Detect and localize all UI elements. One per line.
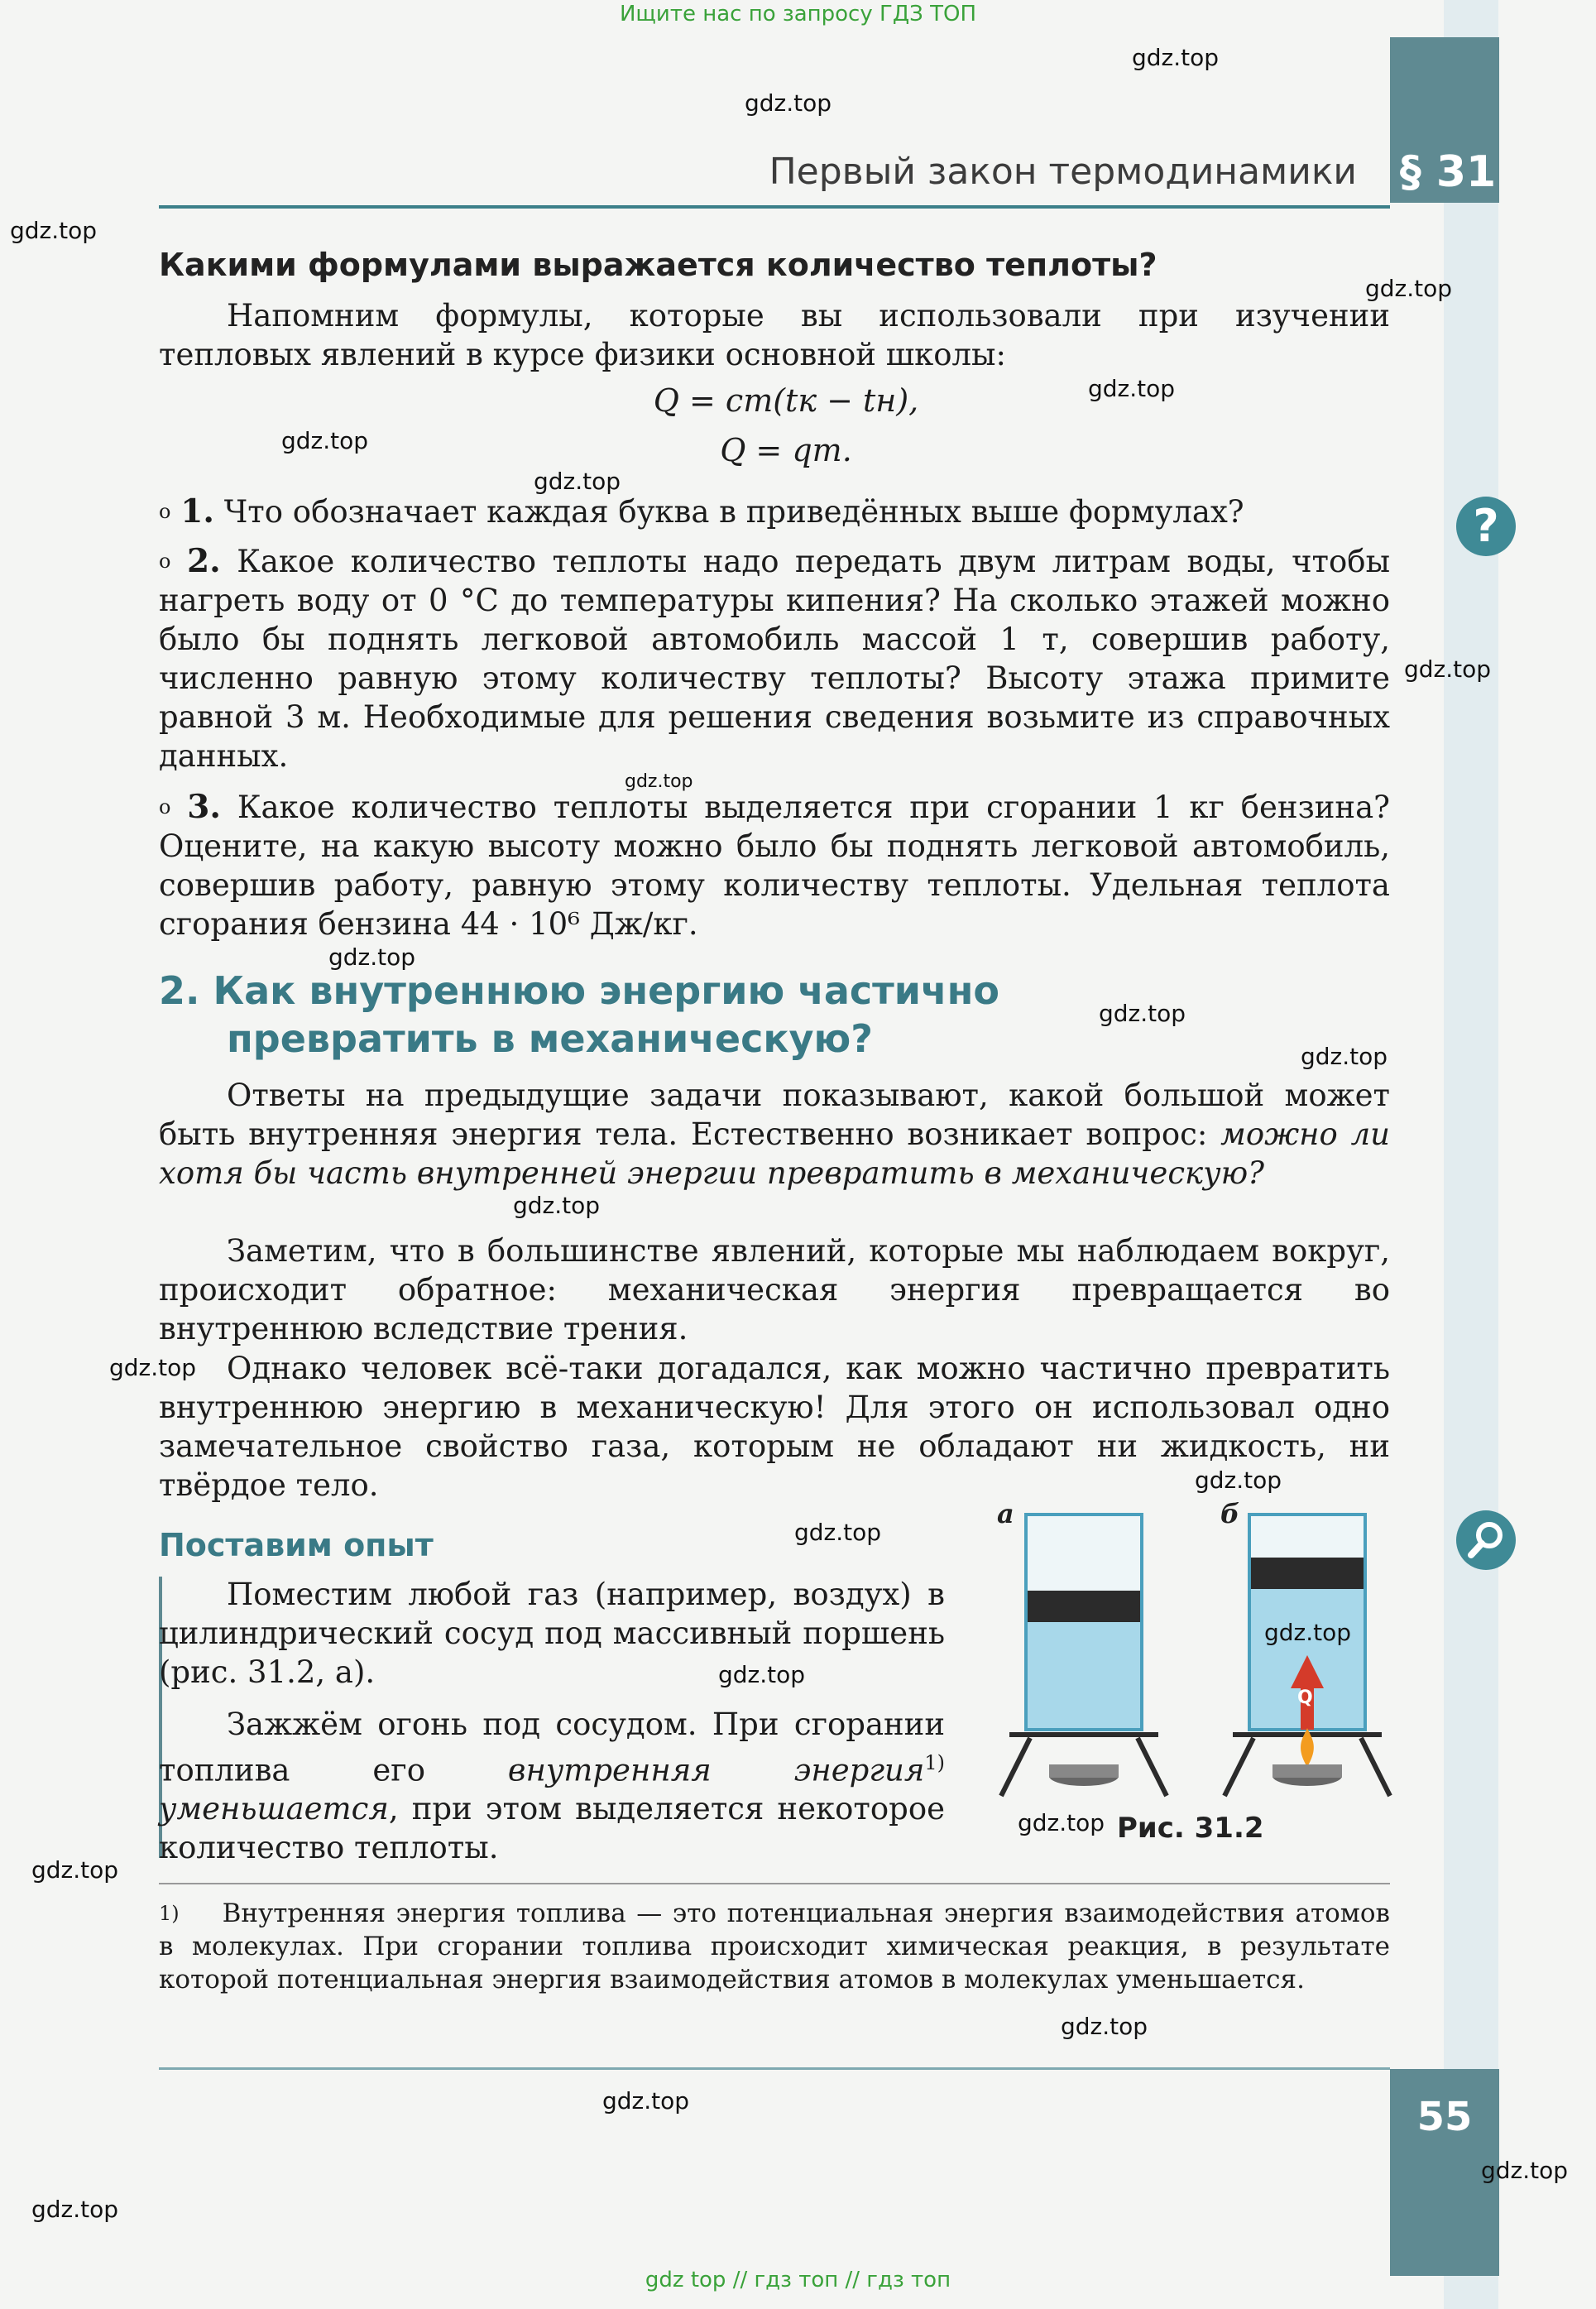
bottom-links[interactable]: gdz top // гдз топ // гдз топ <box>645 2268 951 2292</box>
label-b: б <box>1220 1498 1240 1529</box>
formula-heat-specific: Q = cm(tк − tн), <box>653 382 919 419</box>
stand-a-left <box>1001 1738 1030 1796</box>
footnote-marker: 1) <box>159 1902 180 1925</box>
question-marker: o <box>159 500 171 523</box>
cylinder-b <box>1225 1515 1390 1796</box>
footnote-divider <box>159 1883 1390 1884</box>
experiment-paragraph-2 <box>159 1705 945 1867</box>
watermark: gdz.top <box>1481 2157 1569 2184</box>
watermark: gdz.top <box>1132 44 1220 71</box>
footnote <box>159 1897 1390 1996</box>
watermark: gdz.top <box>31 1856 119 1884</box>
watermark: gdz.top <box>109 1354 197 1381</box>
magnifier-icon[interactable] <box>1456 1510 1516 1570</box>
magnifier-glyph <box>1456 1510 1516 1570</box>
stand-a-right <box>1138 1738 1167 1796</box>
section-number: 2. <box>159 968 200 1013</box>
watermark: gdz.top <box>1099 1000 1186 1027</box>
figure-drawing <box>976 1498 1407 1846</box>
stand-b-left <box>1225 1738 1253 1796</box>
heat-label: Q <box>1297 1687 1313 1708</box>
piston-b <box>1251 1558 1364 1589</box>
watermark: gdz.top <box>10 217 98 244</box>
watermark: gdz.top <box>328 943 416 971</box>
burner-a-body <box>1049 1764 1119 1778</box>
question-marker: o <box>159 795 171 818</box>
watermark: gdz.top <box>602 2087 690 2115</box>
paragraph-1 <box>159 1076 1390 1193</box>
watermark: gdz.top <box>1018 1809 1105 1836</box>
experiment-term: внутренняя энергия <box>507 1752 925 1788</box>
watermark: gdz.top <box>513 1192 601 1219</box>
intro-paragraph: Напомним формулы, которые вы использовали при изучении тепловых явлений в курсе физики основной школы: <box>159 298 1390 372</box>
watermark: gdz.top <box>1404 655 1492 683</box>
watermark: gdz.top <box>1264 1619 1352 1646</box>
paragraph-number: § 31 <box>1399 147 1497 197</box>
paragraph-1-question: можно ли хотя бы часть внутренней энергии превратить в механическую? <box>159 1116 1391 1191</box>
section-title-line1: Как внутреннюю энергию частично <box>213 968 999 1013</box>
watermark: gdz.top <box>31 2196 119 2223</box>
watermark: gdz.top <box>1301 1043 1388 1070</box>
subheading: Какими формулами выражается количество теплоты? <box>159 247 1157 283</box>
label-a: а <box>997 1498 1014 1529</box>
watermark: gdz.top <box>1088 375 1176 402</box>
question-marker: o <box>159 550 171 573</box>
question-2 <box>159 542 1390 775</box>
paragraph-1-text: Ответы на предыдущие задачи показывают, какой большой может быть внутренняя энергия тела. Естественно возникает вопрос: <box>159 1078 1390 1152</box>
cylinder-a <box>1001 1515 1167 1796</box>
margin-strip <box>1444 0 1498 2309</box>
footnote-ref[interactable]: 1) <box>924 1751 945 1774</box>
watermark: gdz.top <box>1365 275 1453 302</box>
watermark: gdz.top <box>1195 1467 1282 1494</box>
stand-b-right <box>1361 1738 1390 1796</box>
question-text: Какое количество теплоты надо передать двум литрам воды, чтобы нагреть воду от 0 °С до температуры кипения? На сколько этажей можно было бы поднять легковой автомобиль массой 1 т, совершив работу, численно равную этому количеству теплоты? Высоту этажа примите равной 3 м. Необходимые для решения сведения возьмите из справочных данных. <box>159 544 1391 774</box>
page-number: 55 <box>1416 2094 1473 2140</box>
question-number: 2. <box>186 542 221 580</box>
paragraph-3: Однако человек всё-таки догадался, как можно частично превратить внутреннюю энергию в механическую! Для этого он использовал одно замечательное свойство газа, которым не обладают ни жидкость, ни твёрдое тело. <box>159 1351 1390 1503</box>
question-text: Какое количество теплоты выделяется при сгорании 1 кг бензина? Оцените, на какую высоту можно было бы поднять легковой автомобиль, совершив работу, равную этому количеству теплоты. Удельная теплота сгорания бензина 44 · 10⁶ Дж/кг. <box>159 790 1390 942</box>
footer-divider <box>159 2067 1390 2070</box>
header-divider <box>159 205 1390 209</box>
chapter-title: Первый закон термодинамики <box>769 151 1357 193</box>
question-1 <box>159 492 1390 531</box>
watermark: gdz.top <box>718 1661 806 1688</box>
experiment-heading: Поставим опыт <box>159 1527 434 1563</box>
piston-a <box>1028 1591 1140 1622</box>
question-text: Что обозначает каждая буква в приведённых выше формулах? <box>223 494 1244 530</box>
watermark: gdz.top <box>794 1519 882 1546</box>
figure-31-2 <box>976 1498 1407 1846</box>
cylinder-a-gas <box>1028 1622 1140 1728</box>
watermark: gdz.top <box>745 89 832 117</box>
top-banner[interactable]: Ищите нас по запросу ГДЗ ТОП <box>619 2 977 26</box>
watermark: gdz.top <box>625 771 693 792</box>
experiment-text-end: , при этом выделяется некоторое количество теплоты. <box>159 1791 945 1866</box>
experiment-term-2: уменьшается <box>159 1791 389 1827</box>
footnote-text: Внутренняя энергия топлива — это потенциальная энергия взаимодействия атомов в молекулах. При сгорании топлива происходит химическая реакция, в результате которой потенциальная энергия взаимодействия атомов в молекулах уменьшается. <box>159 1899 1390 1995</box>
formula-heat-combustion: Q = qm. <box>720 432 852 468</box>
question-number: 3. <box>187 788 221 826</box>
section-title-line2: превратить в механическую? <box>227 1016 873 1061</box>
burner-b-body <box>1272 1764 1342 1778</box>
experiment-text-start: Зажжём огонь под сосудом. При сгорании топлива его <box>159 1707 945 1788</box>
watermark: gdz.top <box>281 427 369 454</box>
question-icon[interactable]: ? <box>1456 497 1516 556</box>
experiment-paragraph-1: Поместим любой газ (например, воздух) в цилиндрический сосуд под массивный поршень (рис. 31.2, а). <box>159 1577 945 1690</box>
watermark: gdz.top <box>1061 2013 1148 2040</box>
paragraph-2: Заметим, что в большинстве явлений, которые мы наблюдаем вокруг, происходит обратное: механическая энергия превращается во внутреннюю вследствие трения. <box>159 1233 1390 1347</box>
figure-caption: Рис. 31.2 <box>1117 1812 1264 1845</box>
question-number: 1. <box>180 492 214 530</box>
question-3 <box>159 788 1390 943</box>
watermark: gdz.top <box>534 468 621 495</box>
